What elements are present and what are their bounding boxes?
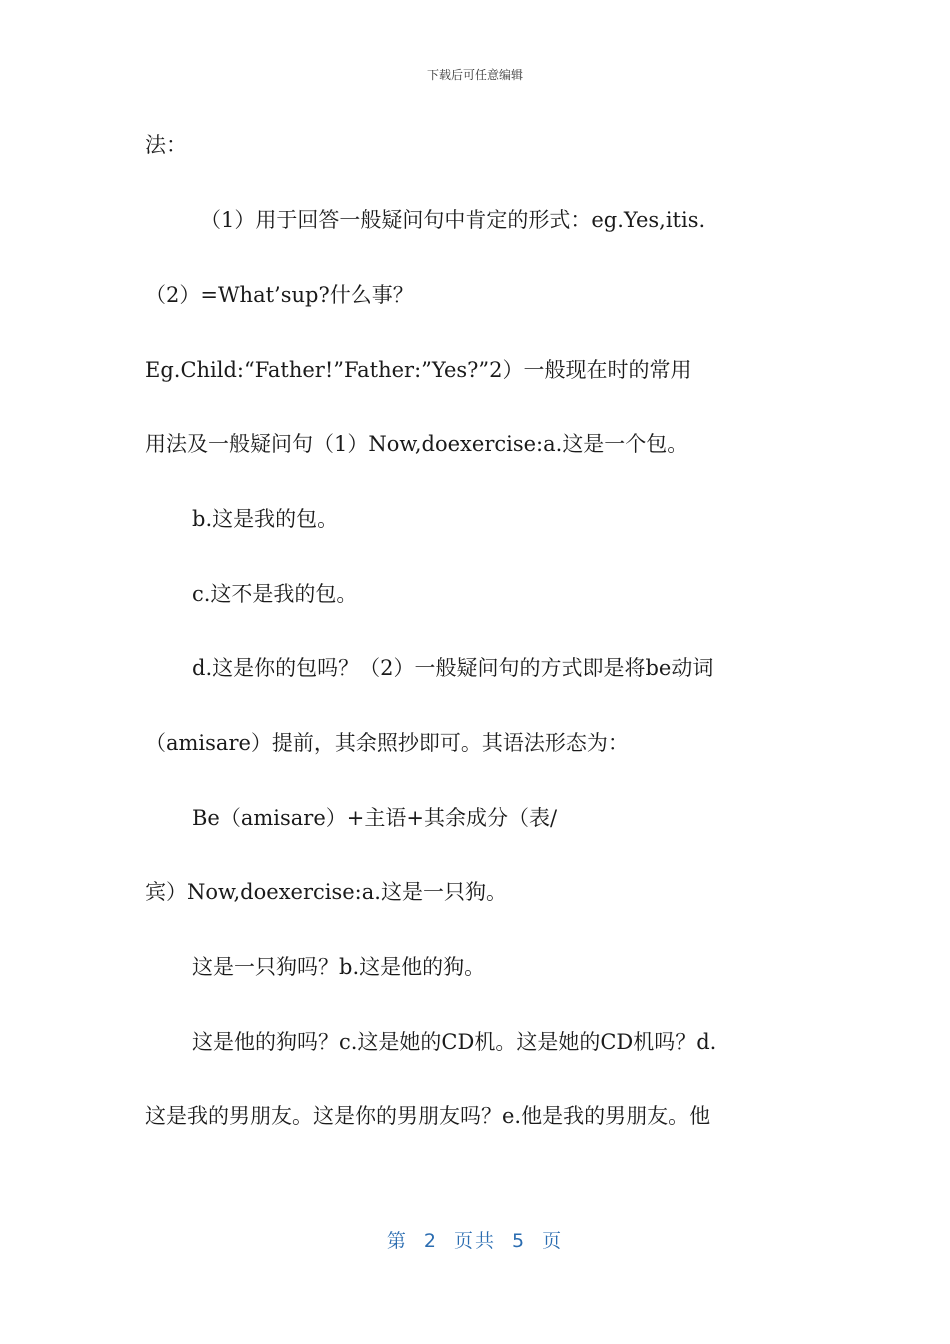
text-line-13: 这是他的狗吗？c.这是她的CD机。这是她的CD机吗？d. — [192, 1030, 717, 1054]
text-line-12: 这是一只狗吗？b.这是他的狗。 — [192, 955, 486, 979]
footer-prefix: 第 — [386, 1230, 408, 1252]
text-line-2: （1）用于回答一般疑问句中肯定的形式：eg.Yes,itis. — [200, 208, 706, 232]
text-line-1: 法： — [145, 133, 187, 157]
page-footer — [0, 1226, 950, 1253]
text-line-8: d.这是你的包吗？（2）一般疑问句的方式即是将be动词 — [192, 656, 714, 680]
footer-suffix: 页 — [542, 1230, 564, 1252]
footer-middle: 页共 — [453, 1230, 496, 1252]
page-header: 下载后可任意编辑 — [426, 68, 523, 82]
text-line-11: 宾）Now,doexercise:a.这是一只狗。 — [145, 880, 507, 904]
text-line-7: c.这不是我的包。 — [192, 582, 358, 606]
text-line-5: 用法及一般疑问句（1）Now,doexercise:a.这是一个包。 — [145, 432, 689, 456]
footer-total-pages: 5 — [512, 1230, 527, 1252]
text-line-4: Eg.Child:“Father!”Father:”Yes?”2）一般现在时的常用 — [145, 358, 692, 382]
text-line-14: 这是我的男朋友。这是你的男朋友吗？e.他是我的男朋友。他 — [145, 1104, 711, 1128]
text-line-10: Be（amisare）+主语+其余成分（表/ — [192, 806, 558, 830]
text-line-9: （amisare）提前，其余照抄即可。其语法形态为： — [145, 731, 629, 755]
text-line-3: （2）=What’sup?什么事？ — [145, 283, 414, 307]
text-line-6: b.这是我的包。 — [192, 507, 339, 531]
footer-page-number: 2 — [423, 1230, 438, 1252]
